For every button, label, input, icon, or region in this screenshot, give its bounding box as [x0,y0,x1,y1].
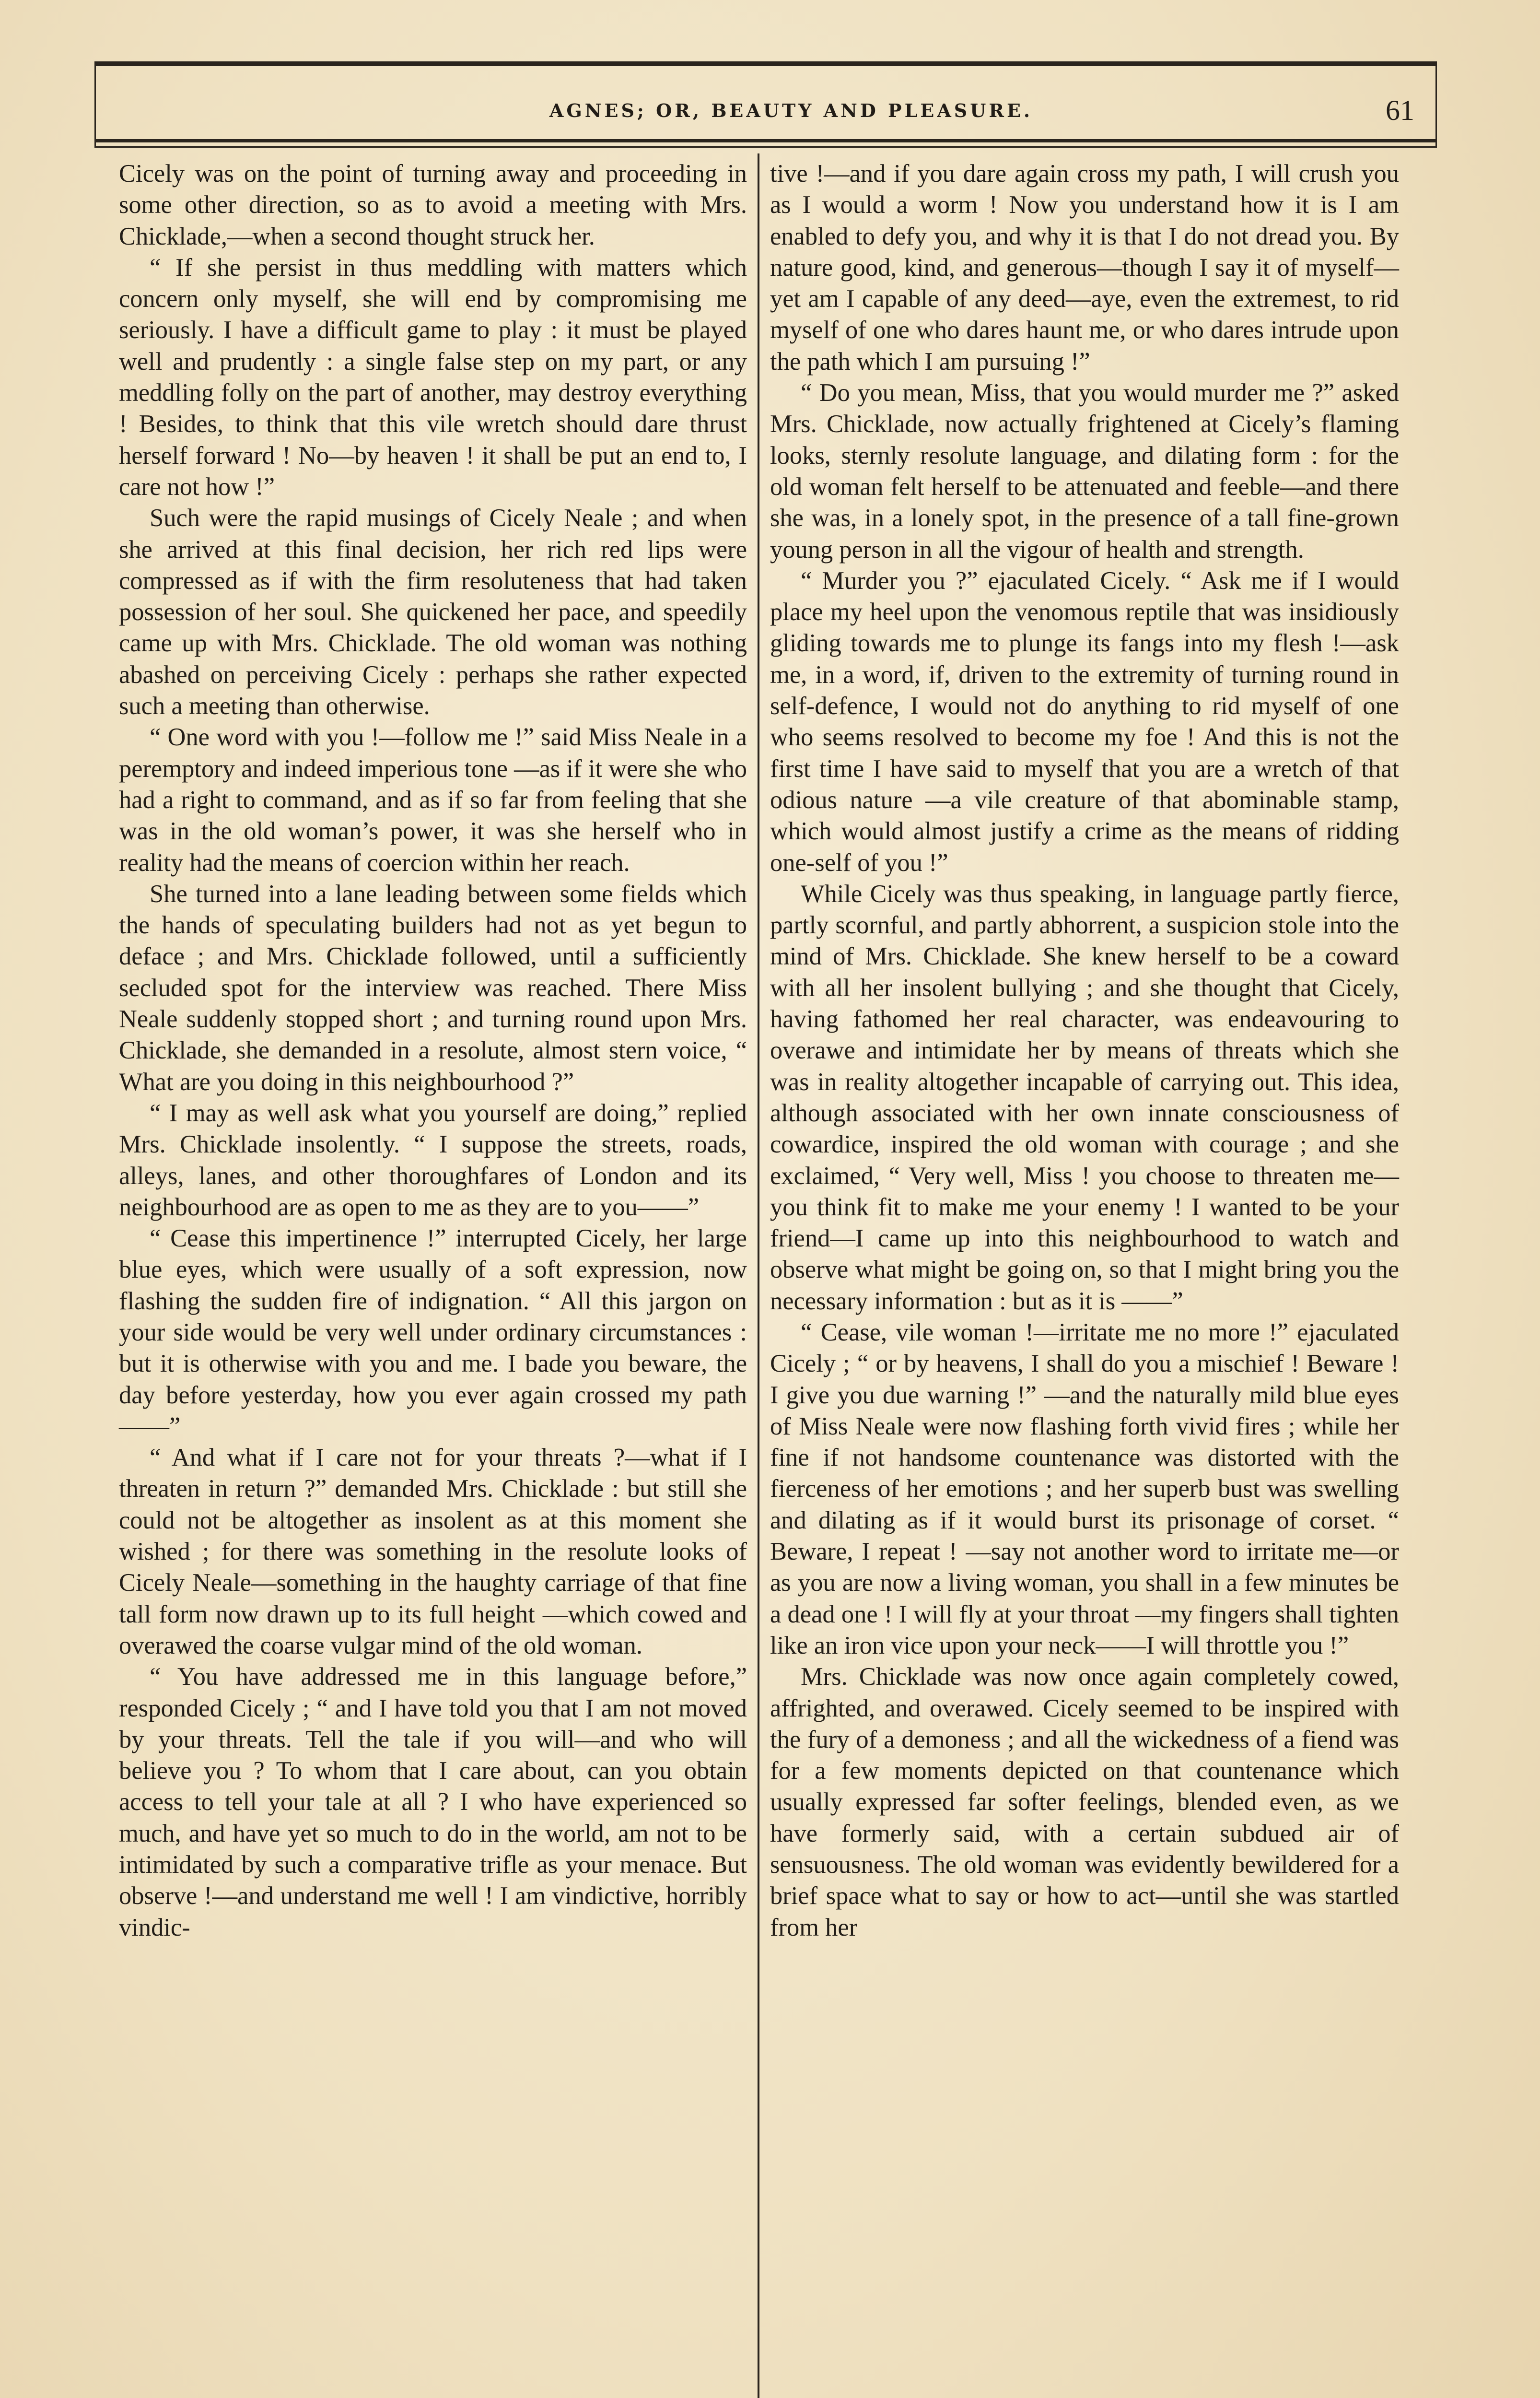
paragraph: While Cicely was thus speaking, in language partly fierce, partly scornful, and partly abhorrent, a suspicion stole into the mind of Mrs. Chicklade. She knew herself to be a coward with all her insolent bullying ; and she thought that Cicely, having fathomed her real character, was endeavouring to overawe and intimidate her by means of threats which she was in reality altogether incapable of carrying out. This idea, although associated with her own innate consciousness of cowardice, inspired the old woman with courage ; and she exclaimed, “ Very well, Miss ! you choose to threaten me—you think fit to make me your enemy ! I wanted to be your friend—I came up into this neighbourhood to watch and observe what might be going on, so that I might bring you the necessary information : but as it is ——” [770,880,1399,1315]
right-text-column [770,158,1399,1943]
paragraph: “ Cease this impertinence !” interrupted Cicely, her large blue eyes, which were usually of a soft expression, now flashing the sudden fire of indignation. “ All this jargon on your side would be very well under ordinary circumstances : but it is otherwise with you and me. I bade you beware, the day before yesterday, how you ever again crossed my path——” [119,1224,747,1440]
paragraph: “ And what if I care not for your threats ?—what if I threaten in return ?” demanded Mrs. Chicklade : but still she could not be altogether as insolent as at this moment she wished ; for there was something in the resolute looks of Cicely Neale—something in the haughty carriage of that fine tall form now drawn up to its full height —which cowed and overawed the coarse vulgar mind of the old woman. [119,1444,747,1659]
header-left-border [94,61,96,148]
paragraph: “ Murder you ?” ejaculated Cicely. “ Ask me if I would place my heel upon the venomous reptile that was insidiously gliding towards me to plunge its fangs into my flesh !—ask me, in a word, if, driven to the extremity of turning round in self-defence, I would not do anything to rid myself of one who seems resolved to become my foe ! And this is not the first time I have said to myself that you are a wretch of that odious nature —a vile creature of that abominable stamp, which would almost justify a crime as the means of ridding one-self of you !” [770,566,1399,877]
top-border-rule [94,61,1437,66]
running-head: AGNES; OR, BEAUTY AND PLEASURE. [549,100,1033,121]
header-rule-thin [94,146,1437,148]
paragraph: Cicely was on the point of turning away and proceeding in some other direction, so as to avoid a meeting with Mrs. Chicklade,—when a second thought struck her. [119,160,747,250]
paragraph: She turned into a lane leading between some fields which the hands of speculating builders had not as yet begun to deface ; and Mrs. Chicklade followed, until a sufficiently secluded spot for the interview was reached. There Miss Neale suddenly stopped short ; and turning round upon Mrs. Chicklade, she demanded in a resolute, almost stern voice, “ What are you doing in this neighbourhood ?” [119,880,747,1096]
paragraph: Mrs. Chicklade was now once again completely cowed, affrighted, and overawed. Cicely seemed to be inspired with the fury of a demoness ; and all the wickedness of a fiend was for a few moments depicted on that countenance which usually expressed far softer feelings, blended even, as we have formerly said, with a certain subdued air of sensuousness. The old woman was evidently bewildered for a brief space what to say or how to act—until she was startled from her [770,1663,1399,1941]
column-divider [758,153,759,2398]
paragraph: “ You have addressed me in this language before,” responded Cicely ; “ and I have told you that I am not moved by your threats. Tell the tale if you will—and who will believe you ? To whom that I care about, can you obtain access to tell your tale at all ? I who have experienced so much, and have yet so much to do in the world, am not to be intimidated by such a comparative trifle as your menace. But observe !—and understand me well ! I am vindictive, horribly vindic- [119,1663,747,1941]
paragraph: “ Do you mean, Miss, that you would murder me ?” asked Mrs. Chicklade, now actually frightened at Cicely’s flaming looks, sternly resolute language, and dilating form : for the old woman felt herself to be attenuated and feeble—and there she was, in a lonely spot, in the presence of a tall fine-grown young person in all the vigour of health and strength. [770,379,1399,564]
header-rule-thick [94,139,1437,142]
paragraph: “ If she persist in thus meddling with matters which concern only myself, she will end by compromising me seriously. I have a difficult game to play : it must be played well and prudently : a single false step on my part, or any meddling folly on the part of another, may destroy everything ! Besides, to think that this vile wretch should dare thrust herself forward ! No—by heaven ! it shall be put an end to, I care not how !” [119,253,747,501]
paragraph: Such were the rapid musings of Cicely Neale ; and when she arrived at this final decision, her rich red lips were compressed as if with the firm resoluteness that had taken possession of her soul. She quickened her pace, and speedily came up with Mrs. Chicklade. The old woman was nothing abashed on perceiving Cicely : perhaps she rather expected such a meeting than otherwise. [119,504,747,720]
paragraph: “ I may as well ask what you yourself are doing,” replied Mrs. Chicklade insolently. “ I suppose the streets, roads, alleys, lanes, and other thoroughfares of London and its neighbourhood are as open to me as they are to you——” [119,1099,747,1221]
paragraph: tive !—and if you dare again cross my path, I will crush you as I would a worm ! Now you understand how it is I am enabled to defy you, and why it is that I do not dread you. By nature good, kind, and generous—though I say it of myself—yet am I capable of any deed—aye, even the extremest, to rid myself of one who dares haunt me, or who dares intrude upon the path which I am pursuing !” [770,160,1399,376]
header-right-border [1435,61,1437,148]
page-number: 61 [1386,94,1414,126]
left-text-column [119,158,747,1943]
paragraph: “ Cease, vile woman !—irritate me no more !” ejaculated Cicely ; “ or by heavens, I shall do you a mischief ! Beware ! I give you due warning !” —and the naturally mild blue eyes of Miss Neale were now flashing forth vivid fires ; while her fine if not handsome countenance was distorted with the fierceness of her emotions ; and her superb bust was swelling and dilating as if it would burst its prisonage of corset. “ Beware, I repeat ! —say not another word to irritate me—or as you are now a living woman, you shall in a few minutes be a dead one ! I will fly at your throat —my fingers shall tighten like an iron vice upon your neck——I will throttle you !” [770,1318,1399,1659]
paragraph: “ One word with you !—follow me !” said Miss Neale in a peremptory and indeed imperious tone —as if it were she who had a right to command, and as if so far from feeling that she was in the old woman’s power, it was she herself who in reality had the means of coercion within her reach. [119,723,747,877]
